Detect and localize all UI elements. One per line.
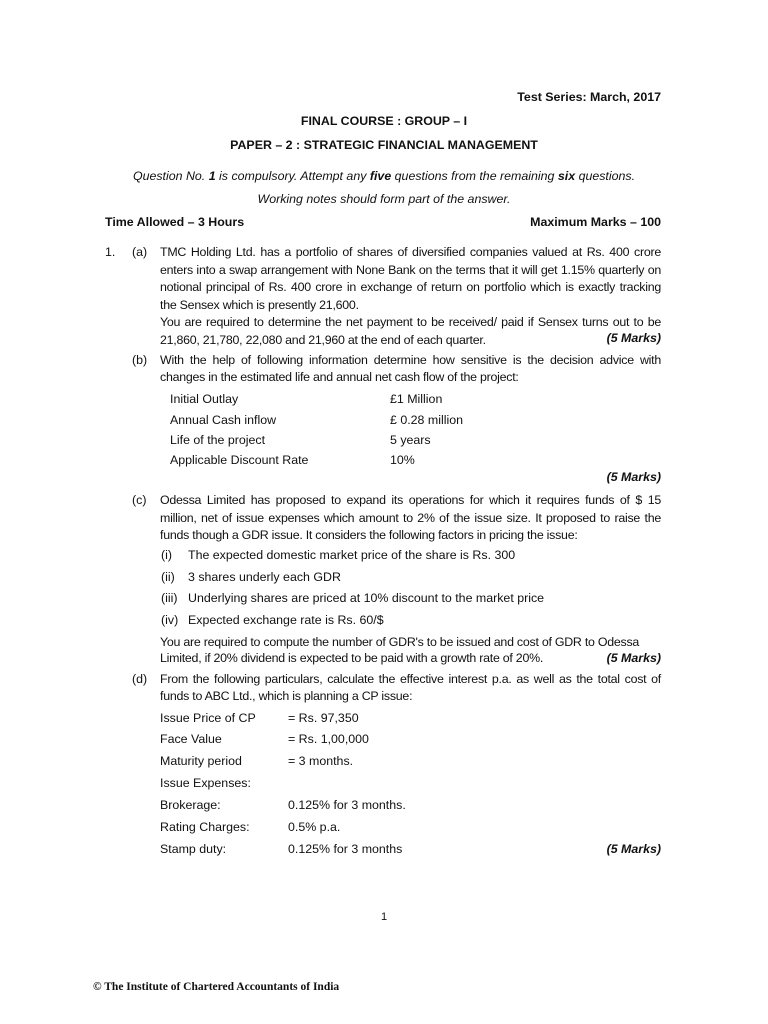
- question-number: 1.: [105, 245, 116, 259]
- part-a-label: (a): [132, 245, 148, 259]
- instructions-line-2: Working notes should form part of the answer.: [257, 192, 511, 206]
- part-b-text: With the help of following information determine how sensitive is the decision advice with changes in the estimated life and annual net cash flow of the project:: [160, 353, 661, 384]
- row-value: 5 years: [390, 433, 431, 447]
- row-label: Issue Price of CP: [160, 711, 256, 725]
- row-label: Brokerage:: [160, 798, 221, 812]
- part-b-marks: (5 Marks): [606, 470, 661, 484]
- row-value: = Rs. 1,00,000: [288, 732, 369, 746]
- part-b-label: (b): [132, 353, 148, 367]
- part-a-text: TMC Holding Ltd. has a portfolio of shares of diversified companies valued at Rs. 400 crore enters into a swap arrangement with None Bank on the terms that it will get 1.15% quarterly on notional principal of Rs. 400 crore in exchange of return on portfolio which is exactly tracking the Sensex which is presently 21,600.: [160, 245, 661, 312]
- maximum-marks: Maximum Marks – 100: [530, 215, 661, 229]
- row-label: Life of the project: [170, 433, 266, 447]
- list-item-num: (iii): [161, 591, 178, 605]
- part-d-label: (d): [132, 672, 148, 686]
- part-c-text-2-line-1: You are required to compute the number of GDR's to be issued and cost of GDR to Odessa: [160, 635, 640, 649]
- part-a-text-2: You are required to determine the net payment to be received/ paid if Sensex turns out to be 21,860, 21,780, 22,080 and 21,960 at the end of each quarter.: [160, 315, 661, 347]
- part-d-text: From the following particulars, calculate the effective interest p.a. as well as the total cost of funds to ABC Ltd., which is planning a CP issue:: [160, 672, 661, 703]
- row-label: Annual Cash inflow: [170, 413, 277, 427]
- row-value: £1 Million: [390, 392, 443, 406]
- row-label: Rating Charges:: [160, 820, 250, 834]
- part-a-marks: (5 Marks): [606, 331, 661, 345]
- list-item-num: (i): [161, 548, 173, 562]
- list-item-num: (ii): [161, 570, 175, 584]
- time-allowed: Time Allowed – 3 Hours: [105, 215, 245, 229]
- row-label: Applicable Discount Rate: [170, 453, 309, 467]
- row-label: Initial Outlay: [170, 392, 239, 406]
- row-label: Stamp duty:: [160, 842, 227, 856]
- row-value: 10%: [390, 453, 415, 467]
- row-label: Issue Expenses:: [160, 776, 251, 790]
- row-value: = Rs. 97,350: [288, 711, 359, 725]
- list-item: Underlying shares are priced at 10% discount to the market price: [188, 591, 545, 605]
- list-item-num: (iv): [161, 613, 179, 627]
- row-value: 0.125% for 3 months.: [288, 798, 406, 812]
- instructions-line-1: Question No. 1 is compulsory. Attempt any five questions from the remaining six questions.: [132, 169, 636, 183]
- row-label: Face Value: [160, 732, 222, 746]
- row-value: = 3 months.: [288, 754, 354, 768]
- copyright-footer: © The Institute of Chartered Accountants of India: [93, 981, 340, 993]
- row-value: £ 0.28 million: [390, 413, 464, 427]
- part-d-marks: (5 Marks): [606, 842, 661, 856]
- part-c-text: Odessa Limited has proposed to expand its operations for which it requires funds of $ 15 million, net of issue expenses which amount to 2% of the issue size. It proposed to raise the funds though a GDR issue. It considers the following factors in pricing the issue:: [160, 493, 661, 542]
- list-item: 3 shares underly each GDR: [188, 570, 341, 584]
- paper-title: PAPER – 2 : STRATEGIC FINANCIAL MANAGEMENT: [230, 138, 538, 152]
- part-c-marks: (5 Marks): [606, 651, 661, 665]
- row-value: 0.125% for 3 months: [288, 842, 403, 856]
- list-item: Expected exchange rate is Rs. 60/$: [188, 613, 384, 627]
- page-number: 1: [380, 911, 388, 923]
- row-value: 0.5% p.a.: [288, 820, 341, 834]
- course-title: FINAL COURSE : GROUP – I: [300, 114, 468, 128]
- part-c-text-2-line-2: Limited, if 20% dividend is expected to be paid with a growth rate of 20%.: [160, 651, 544, 665]
- test-series: Test Series: March, 2017: [517, 90, 661, 104]
- row-label: Maturity period: [160, 754, 242, 768]
- part-c-label: (c): [132, 493, 147, 507]
- list-item: The expected domestic market price of the share is Rs. 300: [188, 548, 516, 562]
- table-row: [170, 391, 238, 407]
